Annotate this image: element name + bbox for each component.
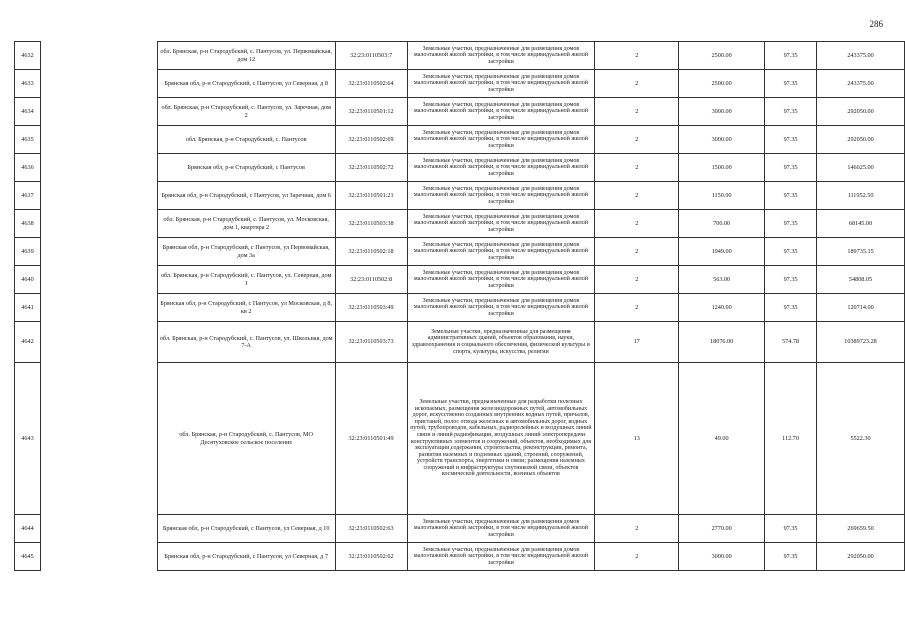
area-cell: 1500.00	[679, 154, 765, 182]
spacer-cell	[40, 182, 157, 210]
group-cell: 2	[595, 238, 679, 266]
table-row	[15, 238, 905, 266]
value-cell: 269659.50	[817, 515, 905, 543]
table-row	[15, 515, 905, 543]
price-cell: 97.35	[765, 70, 817, 98]
area-cell: 2500.00	[679, 42, 765, 70]
table-row	[15, 543, 905, 571]
spacer-cell	[40, 238, 157, 266]
address-cell: Брянская обл, р-н Стародубский, с Пантусов	[157, 154, 335, 182]
value-cell: 111952.50	[817, 182, 905, 210]
address-cell: Брянская обл, р-н Стародубский, с Пантусов, ул Северная, д 10	[157, 515, 335, 543]
group-cell: 2	[595, 98, 679, 126]
land-use-cell: Земельные участки, предназначенные для размещения домов малоэтажной жилой застройки, в том числе индивидуальной жилой застройки	[407, 42, 595, 70]
value-cell: 243375.00	[817, 42, 905, 70]
row-number: 4635	[15, 126, 41, 154]
table-row	[15, 182, 905, 210]
price-cell: 97.35	[765, 515, 817, 543]
cadastral-number-cell: 32:23:0110503:7	[335, 42, 407, 70]
cadastral-number-cell: 32:23:0110503:73	[335, 322, 407, 363]
price-cell: 97.35	[765, 154, 817, 182]
spacer-cell	[40, 543, 157, 571]
row-number: 4644	[15, 515, 41, 543]
row-number: 4639	[15, 238, 41, 266]
value-cell: 292050.00	[817, 126, 905, 154]
area-cell: 49.00	[679, 363, 765, 515]
row-number: 4645	[15, 543, 41, 571]
value-cell: 146025.00	[817, 154, 905, 182]
land-use-cell: Земельные участки, предназначенные для размещения домов малоэтажной жилой застройки, в том числе индивидуальной жилой застройки	[407, 154, 595, 182]
value-cell: 292050.00	[817, 543, 905, 571]
register-table-body	[15, 42, 905, 571]
register-table	[14, 41, 905, 571]
cadastral-number-cell: 32:23:0110503:49	[335, 294, 407, 322]
address-cell: обл. Брянская, р-н Стародубский, с. Пантусов, ул. Северная, дом 1	[157, 266, 335, 294]
spacer-cell	[40, 266, 157, 294]
group-cell: 2	[595, 126, 679, 154]
area-cell: 2770.00	[679, 515, 765, 543]
spacer-cell	[40, 154, 157, 182]
spacer-cell	[40, 70, 157, 98]
land-use-cell: Земельные участки, предназначенные для размещения домов малоэтажной жилой застройки, в том числе индивидуальной жилой застройки	[407, 543, 595, 571]
area-cell: 2500.00	[679, 70, 765, 98]
cadastral-number-cell: 32:23:0110502:62	[335, 543, 407, 571]
table-row	[15, 126, 905, 154]
cadastral-number-cell: 32:23:0110501:12	[335, 98, 407, 126]
price-cell: 97.35	[765, 543, 817, 571]
table-row	[15, 42, 905, 70]
address-cell: обл. Брянская, р-н Стародубский, с. Пантусов, ул. Московская, дом 1, квартира 2	[157, 210, 335, 238]
land-use-cell: Земельные участки, предназначенные для размещения домов малоэтажной жилой застройки, в том числе индивидуальной жилой застройки	[407, 70, 595, 98]
value-cell: 189735.15	[817, 238, 905, 266]
group-cell: 2	[595, 543, 679, 571]
land-use-cell: Земельные участки, предназначенные для размещения административных зданий, объектов образования, науки, здравоохранения и социального обеспечения, физической культуры и спорта, культуры, искусства, религии	[407, 322, 595, 363]
area-cell: 1949.00	[679, 238, 765, 266]
row-number: 4633	[15, 70, 41, 98]
spacer-cell	[40, 210, 157, 238]
address-cell: Брянская обл, р-н Стародубский, с Пантусов, ул Заречная, дом 6	[157, 182, 335, 210]
table-row	[15, 294, 905, 322]
group-cell: 2	[595, 154, 679, 182]
area-cell: 3000.00	[679, 543, 765, 571]
row-number: 4638	[15, 210, 41, 238]
group-cell: 2	[595, 210, 679, 238]
value-cell: 5522.30	[817, 363, 905, 515]
address-cell: обл. Брянская, р-н Стародубский, с. Пантусов	[157, 126, 335, 154]
page-number: 286	[869, 19, 883, 29]
row-number: 4636	[15, 154, 41, 182]
area-cell: 1240.00	[679, 294, 765, 322]
row-number: 4642	[15, 322, 41, 363]
area-cell: 700.00	[679, 210, 765, 238]
land-use-cell: Земельные участки, предназначенные для размещения домов малоэтажной жилой застройки, в том числе индивидуальной жилой застройки	[407, 210, 595, 238]
value-cell: 120714.00	[817, 294, 905, 322]
land-use-cell: Земельные участки, предназначенные для размещения домов малоэтажной жилой застройки, в том числе индивидуальной жилой застройки	[407, 98, 595, 126]
land-use-cell: Земельные участки, предназначенные для размещения домов малоэтажной жилой застройки, в том числе индивидуальной жилой застройки	[407, 294, 595, 322]
cadastral-number-cell: 32:23:0110502:72	[335, 154, 407, 182]
spacer-cell	[40, 294, 157, 322]
table-row	[15, 98, 905, 126]
cadastral-number-cell: 32:23:0110502:64	[335, 70, 407, 98]
group-cell: 2	[595, 70, 679, 98]
address-cell: Брянская обл, р-н Стародубский, с Пантусов, ул Северная, д 7	[157, 543, 335, 571]
area-cell: 3000.00	[679, 126, 765, 154]
cadastral-number-cell: 32:23:0110502:63	[335, 515, 407, 543]
group-cell: 2	[595, 266, 679, 294]
value-cell: 243375.00	[817, 70, 905, 98]
address-cell: обл. Брянская, р-н Стародубский, с. Пантусов, МО Десятуховское сельское поселение	[157, 363, 335, 515]
address-cell: Брянская обл, р-н Стародубский, с Пантусов, ул Северная, д 8	[157, 70, 335, 98]
spacer-cell	[40, 42, 157, 70]
spacer-cell	[40, 322, 157, 363]
table-row	[15, 322, 905, 363]
land-use-cell: Земельные участки, предназначенные для размещения домов малоэтажной жилой застройки, в том числе индивидуальной жилой застройки	[407, 266, 595, 294]
price-cell: 97.35	[765, 294, 817, 322]
area-cell: 563.00	[679, 266, 765, 294]
price-cell: 574.78	[765, 322, 817, 363]
row-number: 4641	[15, 294, 41, 322]
row-number: 4637	[15, 182, 41, 210]
cadastral-number-cell: 32:23:0110502:18	[335, 238, 407, 266]
spacer-cell	[40, 515, 157, 543]
spacer-cell	[40, 98, 157, 126]
spacer-cell	[40, 363, 157, 515]
land-use-cell: Земельные участки, предназначенные для размещения домов малоэтажной жилой застройки, в том числе индивидуальной жилой застройки	[407, 238, 595, 266]
spacer-cell	[40, 126, 157, 154]
row-number: 4632	[15, 42, 41, 70]
cadastral-number-cell: 32:23:0110501:49	[335, 363, 407, 515]
address-cell: обл. Брянская, р-н Стародубский, с. Пантусов, ул. Заречная, дом 2	[157, 98, 335, 126]
cadastral-number-cell: 32:23:0110503:38	[335, 210, 407, 238]
row-number: 4634	[15, 98, 41, 126]
price-cell: 97.35	[765, 126, 817, 154]
table-row	[15, 154, 905, 182]
area-cell: 3000.00	[679, 98, 765, 126]
address-cell: обл. Брянская, р-н Стародубский, с. Пантусов, ул. Первомайская, дом 12	[157, 42, 335, 70]
cadastral-number-cell: 32:23:0110502:69	[335, 126, 407, 154]
land-use-cell: Земельные участки, предназначенные для размещения домов малоэтажной жилой застройки, в том числе индивидуальной жилой застройки	[407, 126, 595, 154]
value-cell: 292050.00	[817, 98, 905, 126]
table-row	[15, 266, 905, 294]
value-cell: 68145.00	[817, 210, 905, 238]
price-cell: 97.35	[765, 238, 817, 266]
price-cell: 97.35	[765, 42, 817, 70]
area-cell: 1150.00	[679, 182, 765, 210]
group-cell: 2	[595, 182, 679, 210]
cadastral-number-cell: 32:23:0110502:8	[335, 266, 407, 294]
area-cell: 18076.00	[679, 322, 765, 363]
address-cell: Брянская обл, р-н Стародубский, с Пантусов, ул Московская, д 8, кв 2	[157, 294, 335, 322]
land-use-cell: Земельные участки, предназначенные для размещения домов малоэтажной жилой застройки, в том числе индивидуальной жилой застройки	[407, 515, 595, 543]
land-use-cell: Земельные участки, предназначенные для размещения домов малоэтажной жилой застройки, в том числе индивидуальной жилой застройки	[407, 182, 595, 210]
group-cell: 2	[595, 42, 679, 70]
price-cell: 112.70	[765, 363, 817, 515]
price-cell: 97.35	[765, 98, 817, 126]
land-use-cell: Земельные участки, предназначенные для разработки полезных ископаемых, размещения железнодорожных путей, автомобильных дорог, искусственно созданных внутренних водных путей, причалов, пристаней, полос отвода железных и автомобильных дорог, водных путей, трубопроводов, кабельных, радиорелейных и воздушных линий связи и линий радиофикации, воздушных линий электропередачи конструктивных элементов и сооружений, объектов, необходимых для эксплуатации,содержания, строительства, реконструкции, ремонта, развития наземных и подземных зданий, строений, сооружений, устройств транспорта, энергетики и связи; размещения наземных сооружений и инфраструктуры спутниковой связи, объектов космической деятельности, военных объектов	[407, 363, 595, 515]
table-row	[15, 210, 905, 238]
price-cell: 97.35	[765, 266, 817, 294]
group-cell: 17	[595, 322, 679, 363]
value-cell: 10389723.28	[817, 322, 905, 363]
row-number: 4640	[15, 266, 41, 294]
address-cell: обл. Брянская, р-н Стародубский, с. Пантусов, ул. Школьная, дом 7-А	[157, 322, 335, 363]
row-number: 4643	[15, 363, 41, 515]
price-cell: 97.35	[765, 210, 817, 238]
value-cell: 54808.05	[817, 266, 905, 294]
group-cell: 2	[595, 515, 679, 543]
table-row	[15, 363, 905, 515]
group-cell: 13	[595, 363, 679, 515]
price-cell: 97.35	[765, 182, 817, 210]
cadastral-number-cell: 32:23:0110501:21	[335, 182, 407, 210]
group-cell: 2	[595, 294, 679, 322]
table-row	[15, 70, 905, 98]
address-cell: Брянская обл, р-н Стародубский, с Пантусов, ул Первомайская, дом 3а	[157, 238, 335, 266]
